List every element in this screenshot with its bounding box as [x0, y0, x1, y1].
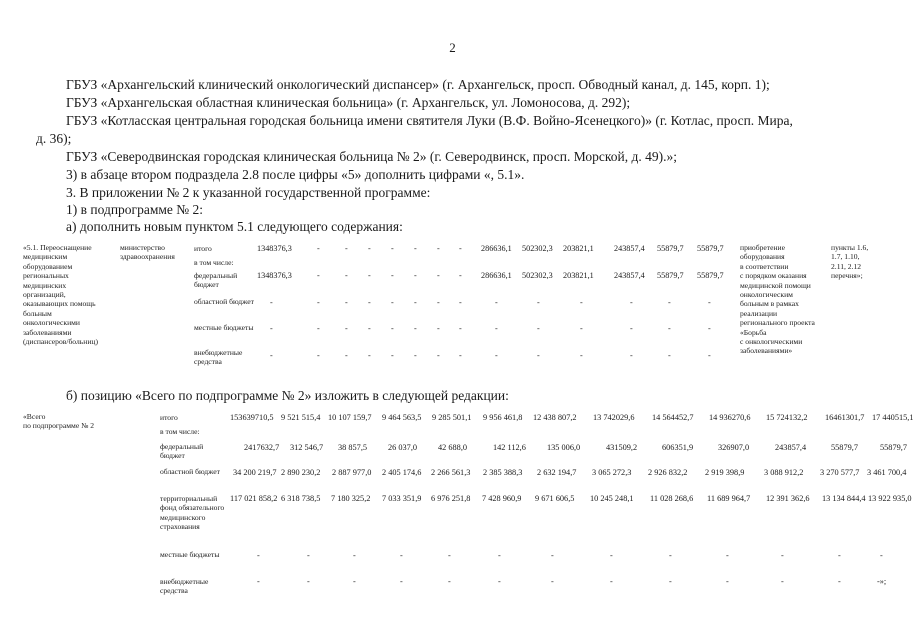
body-paragraph: б) позицию «Всего по подпрограмме № 2» изложить в следующей редакции: [66, 388, 509, 403]
table1-row: - - - - - - - - - - - - - - [270, 298, 711, 307]
table2-row: 117 021 858,2 6 318 738,5 7 180 325,2 7 033 351,9 6 976 251,8 7 428 960,9 9 671 606,5 10 245 248,1 11 028 268,6 11 689 964,7 12 391 362,6 13 134 844,4 13 922 935,0 [230, 494, 912, 503]
table1-row: 1348376,3 - - - - - - - 286636,1 502302,3 203821,1 243857,4 55879,7 55879,7 [257, 244, 724, 253]
body-paragraph: ГБУЗ «Архангельская областная клиническая больница» (г. Архангельск, ул. Ломоносова, д. 292); [66, 95, 631, 110]
table1-source-label: внебюджетные средства [194, 348, 243, 367]
table2-row: - - - - - - - - - - - - -»; [257, 577, 887, 586]
table2-row: 153639710,5 9 521 515,4 10 107 159,7 9 464 563,5 9 285 501,1 9 956 461,8 12 438 807,2 13 742029,6 14 564452,7 14 936270,6 15 724132,2 16461301,7 17 440515,1 [230, 413, 913, 422]
table1-source-label: областной бюджет [194, 297, 254, 306]
table1-source-label: в том числе: [194, 258, 234, 267]
table1-row: - - - - - - - - - - - - - - [270, 324, 711, 333]
table2-row: 34 200 219,7 2 890 230,2 2 887 977,0 2 405 174,6 2 266 561,3 2 385 388,3 2 632 194,7 3 065 272,3 2 926 832,2 2 919 398,9 3 088 912,2 3 270 577,7 3 461 700,4 [233, 468, 907, 477]
body-paragraph: 3. В приложении № 2 к указанной государственной программе: [66, 185, 431, 200]
table1-source-label: итого [194, 244, 212, 253]
page-number: 2 [449, 40, 456, 55]
body-paragraph: 1) в подпрограмме № 2: [66, 202, 204, 217]
table1-row: - - - - - - - - - - - - - - [270, 351, 711, 360]
table1-result: приобретение оборудования в соответствии с порядком оказания медицинской помощи онкологическим больным в рамках реализации регионального проекта «Борьба с онкологическими заболеваниями» [740, 243, 815, 356]
body-paragraph: ГБУЗ «Котласская центральная городская больница имени святителя Луки (В.Ф. Войно-Ясенецкого)» (г. Котлас, просп. Мира, [66, 113, 793, 128]
table1-links: пункты 1.6, 1.7, 1.10, 2.11, 2.12 перечня»; [831, 243, 869, 281]
body-paragraph: д. 36); [36, 131, 72, 146]
table1-executor: министерство здравоохранения [120, 243, 175, 262]
table2-row: 2417632,7 312 546,7 38 857,5 26 037,0 42 688,0 142 112,6 135 006,0 431509,2 606351,9 326907,0 243857,4 55879,7 55879,7 [244, 443, 907, 452]
table2-source-label: областной бюджет [160, 467, 220, 476]
table1-source-label: федеральный бюджет [194, 271, 238, 290]
body-paragraph: ГБУЗ «Архангельский клинический онкологический диспансер» (г. Архангельск, просп. Обводный канал, д. 145, корп. 1); [66, 77, 770, 92]
table2-source-label: территориальный фонд обязательного медицинского страхования [160, 494, 225, 532]
table2-row: - - - - - - - - - - - - - [257, 551, 883, 560]
table2-source-label: итого [160, 413, 178, 422]
body-paragraph: ГБУЗ «Северодвинская городская клиническая больница № 2» (г. Северодвинск, просп. Морской, д. 49).»; [66, 149, 677, 164]
body-paragraph: 3) в абзаце втором подраздела 2.8 после цифры «5» дополнить цифрами «, 5.1». [66, 167, 525, 182]
table1-source-label: местные бюджеты [194, 323, 254, 332]
table2-source-label: местные бюджеты [160, 550, 220, 559]
table2-source-label: в том числе: [160, 427, 200, 436]
table1-item: «5.1. Переоснащение медицинским оборудованием региональных медицинских организаций, оказывающих помощь больным онкологическими заболеваниями (диспансеров/больниц) [23, 243, 98, 347]
table1-row: 1348376,3 - - - - - - - 286636,1 502302,3 203821,1 243857,4 55879,7 55879,7 [257, 271, 724, 280]
table2-source-label: федеральный бюджет [160, 442, 204, 461]
table2-item: «Всего по подпрограмме № 2 [23, 412, 95, 431]
table2-source-label: внебюджетные средства [160, 577, 209, 596]
body-paragraph: а) дополнить новым пунктом 5.1 следующего содержания: [66, 219, 403, 234]
